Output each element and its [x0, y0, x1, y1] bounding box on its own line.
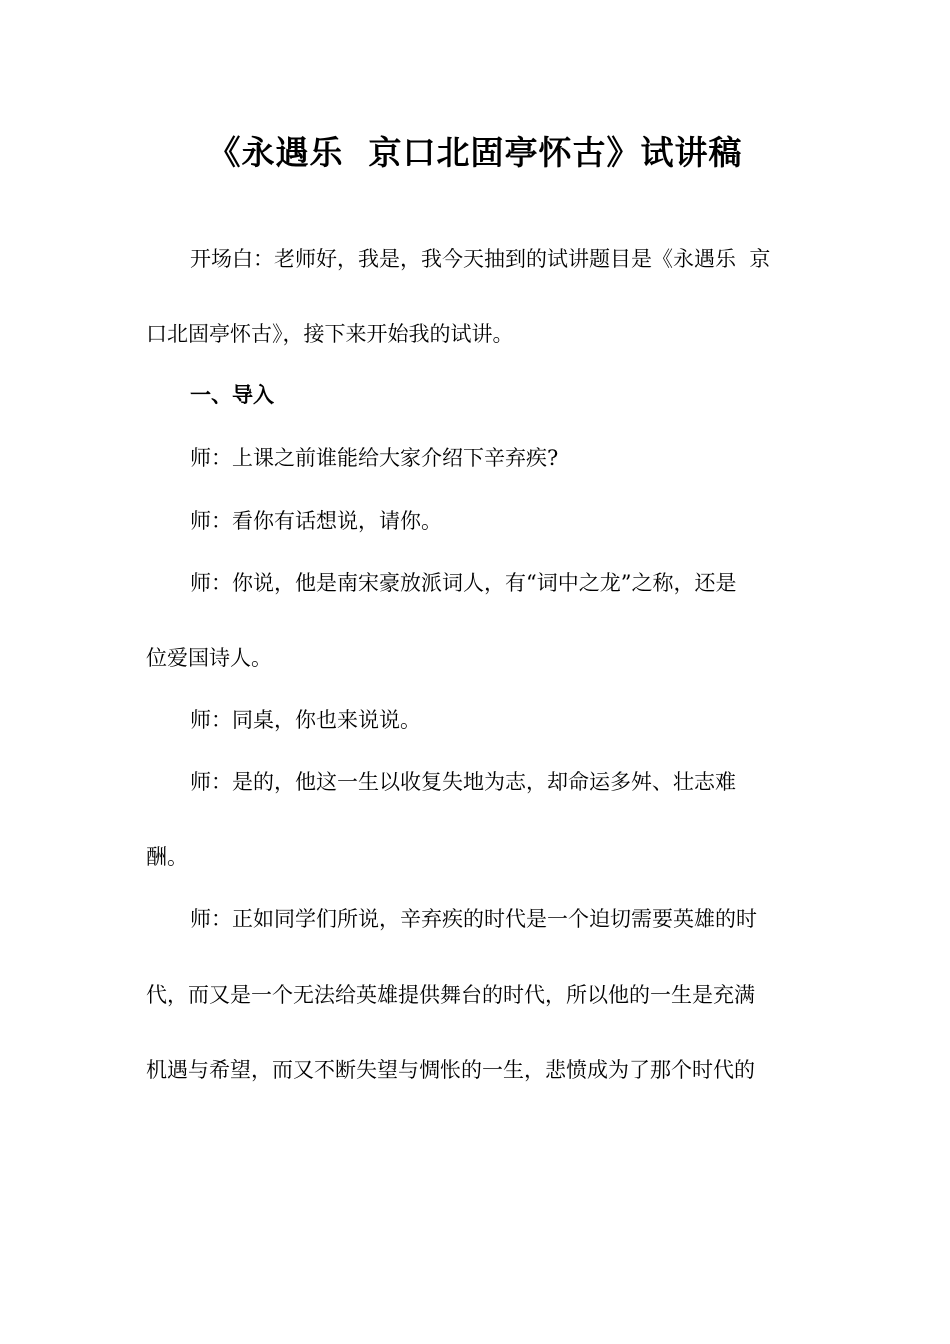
paragraph-line: 位爱国诗人。: [146, 646, 272, 670]
document-title: 《永遇乐 京口北固亭怀古》试讲稿: [207, 133, 743, 172]
paragraph-line: 师：正如同学们所说，辛弃疾的时代是一个迫切需要英雄的时: [190, 907, 757, 931]
paragraph-line: 师：你说，他是南宋豪放派词人，有“词中之龙”之称，还是: [190, 571, 737, 595]
paragraph-line: 师：同桌，你也来说说。: [190, 708, 421, 732]
paragraph-opening-line-1: 开场白：老师好，我是，我今天抽到的试讲题目是《永遇乐 京: [190, 247, 771, 271]
section-heading-intro: 一、导入: [190, 383, 274, 407]
paragraph-line: 师：看你有话想说，请你。: [190, 509, 442, 533]
paragraph-line: 机遇与希望，而又不断失望与惆怅的一生，悲愤成为了那个时代的: [146, 1058, 755, 1082]
paragraph-line: 师：是的，他这一生以收复失地为志，却命运多舛、壮志难: [190, 770, 736, 794]
paragraph-line: 酬。: [146, 845, 188, 869]
paragraph-line: 师：上课之前谁能给大家介绍下辛弃疾?: [190, 446, 559, 470]
paragraph-opening-line-2: 口北固亭怀古》，接下来开始我的试讲。: [146, 322, 514, 346]
paragraph-line: 代，而又是一个无法给英雄提供舞台的时代，所以他的一生是充满: [146, 983, 755, 1007]
